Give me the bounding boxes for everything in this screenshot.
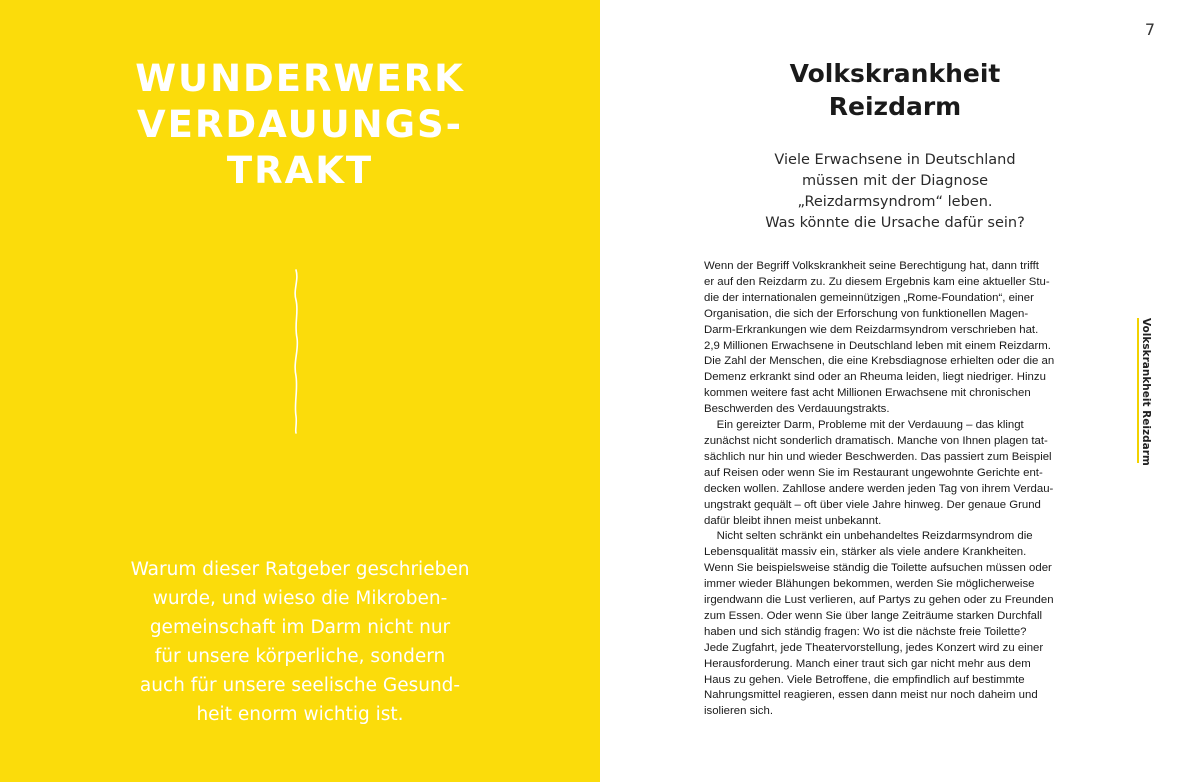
body-line: Darm-Erkrankungen wie dem Reizdarmsyndrom verschrieben hat.	[704, 323, 1039, 336]
body-line: Die Zahl der Menschen, die eine Krebsdiagnose erhielten oder die an	[704, 355, 1055, 368]
body-line: 2,9 Millionen Erwachsene in Deutschland leben mit einem Reizdarm.	[704, 339, 1051, 352]
body-line: zunächst nicht sonderlich dramatisch. Manche von Ihnen plagen tat-	[704, 434, 1048, 447]
body-line: ungstrakt gequält – oft über viele Jahre hinweg. Der genaue Grund	[704, 498, 1041, 511]
lead-line: müssen mit der Diagnose	[801, 173, 989, 189]
body-line: kommen weitere fast acht Millionen Erwachsene mit chronischen	[704, 387, 1031, 400]
page-number: 7	[1144, 20, 1156, 39]
body-line: sächlich nur hin und wieder Beschwerden. Das passiert zum Beispiel	[704, 450, 1052, 463]
running-head-bar	[1137, 318, 1139, 463]
body-line: die der internationalen gemeinnützigen „Rome-Foundation“, einer	[704, 291, 1034, 304]
body-line: Jede Zugfahrt, jede Theatervorstellung, jedes Konzert wird zu einer	[704, 641, 1044, 654]
body-line: auf Reisen oder wenn Sie im Restaurant ungewohnte Gerichte ent-	[704, 466, 1043, 479]
chapter-title-line: WUNDERWERK	[135, 57, 465, 100]
section-title-line: Reizdarm	[828, 92, 962, 121]
chapter-intro	[110, 555, 490, 729]
lead-line: Was könnte die Ursache dafür sein?	[765, 215, 1025, 231]
section-title	[705, 57, 1085, 123]
lead-line: „Reizdarmsyndrom“ leben.	[797, 194, 993, 210]
intro-line: heit enorm wichtig ist.	[196, 704, 404, 725]
intro-line: auch für unsere seelische Gesund-	[139, 675, 461, 696]
chapter-title	[0, 56, 600, 194]
body-line: haben und sich ständig fragen: Wo ist die nächste freie Toilette?	[704, 625, 1027, 638]
lead-paragraph	[705, 150, 1085, 234]
body-line: Nicht selten schränkt ein unbehandeltes Reizdarmsyndrom die	[704, 530, 1033, 543]
body-line: immer wieder Blähungen bekommen, werden Sie möglicherweise	[704, 578, 1035, 591]
body-line: isolieren sich.	[704, 705, 774, 718]
chapter-title-line: TRAKT	[226, 149, 374, 192]
body-line: Nahrungsmittel reagieren, essen dann meist nur noch daheim und	[704, 689, 1038, 702]
body-line: Herausforderung. Manch einer traut sich gar nicht mehr aus dem	[704, 657, 1031, 670]
body-line: Wenn der Begriff Volkskrankheit seine Berechtigung hat, dann trifft	[704, 260, 1039, 272]
body-line: decken wollen. Zahllose andere werden jeden Tag von ihrem Verdau-	[704, 482, 1054, 495]
intro-line: gemeinschaft im Darm nicht nur	[149, 617, 451, 638]
body-line: Wenn Sie beispielsweise ständig die Toilette aufsuchen müssen oder	[704, 562, 1052, 575]
body-line: Ein gereizter Darm, Probleme mit der Verdauung – das klingt	[704, 419, 1024, 432]
body-line: Demenz erkrankt sind oder an Rheuma leiden, liegt niedriger. Hinzu	[704, 371, 1046, 384]
section-title-line: Volkskrankheit	[789, 59, 1001, 88]
body-line: Haus zu gehen. Viele Betroffene, die empfindlich auf bestimmte	[704, 673, 1025, 686]
lead-line: Viele Erwachsene in Deutschland	[774, 152, 1016, 168]
body-line: er auf den Reizdarm zu. Zu diesem Ergebnis kam eine aktueller Stu-	[704, 275, 1050, 288]
intro-line: Warum dieser Ratgeber geschrieben	[130, 559, 470, 580]
body-line: irgendwann die Lust verlieren, auf Partys zu gehen oder zu Freunden	[704, 594, 1054, 607]
body-line: zum Essen. Oder wenn Sie über lange Zeiträume starken Durchfall	[704, 609, 1043, 622]
intro-line: wurde, und wieso die Mikroben-	[152, 588, 448, 609]
right-page	[600, 0, 1200, 782]
body-text	[704, 259, 1104, 720]
body-line: Organisation, die sich der Erforschung von funktionellen Magen-	[704, 307, 1029, 320]
body-line: Beschwerden des Verdauungstrakts.	[704, 403, 890, 416]
running-head	[1132, 318, 1162, 466]
intro-line: für unsere körperliche, sondern	[154, 646, 446, 667]
body-line: Lebensqualität massiv ein, stärker als viele andere Krankheiten.	[704, 546, 1027, 559]
body-line: dafür bleibt ihnen meist unbekannt.	[704, 514, 882, 527]
chapter-title-line: VERDAUUNGS-	[136, 103, 464, 146]
running-head-text: Volkskrankheit Reizdarm	[1140, 318, 1152, 466]
decorative-squiggle-line	[280, 268, 310, 434]
